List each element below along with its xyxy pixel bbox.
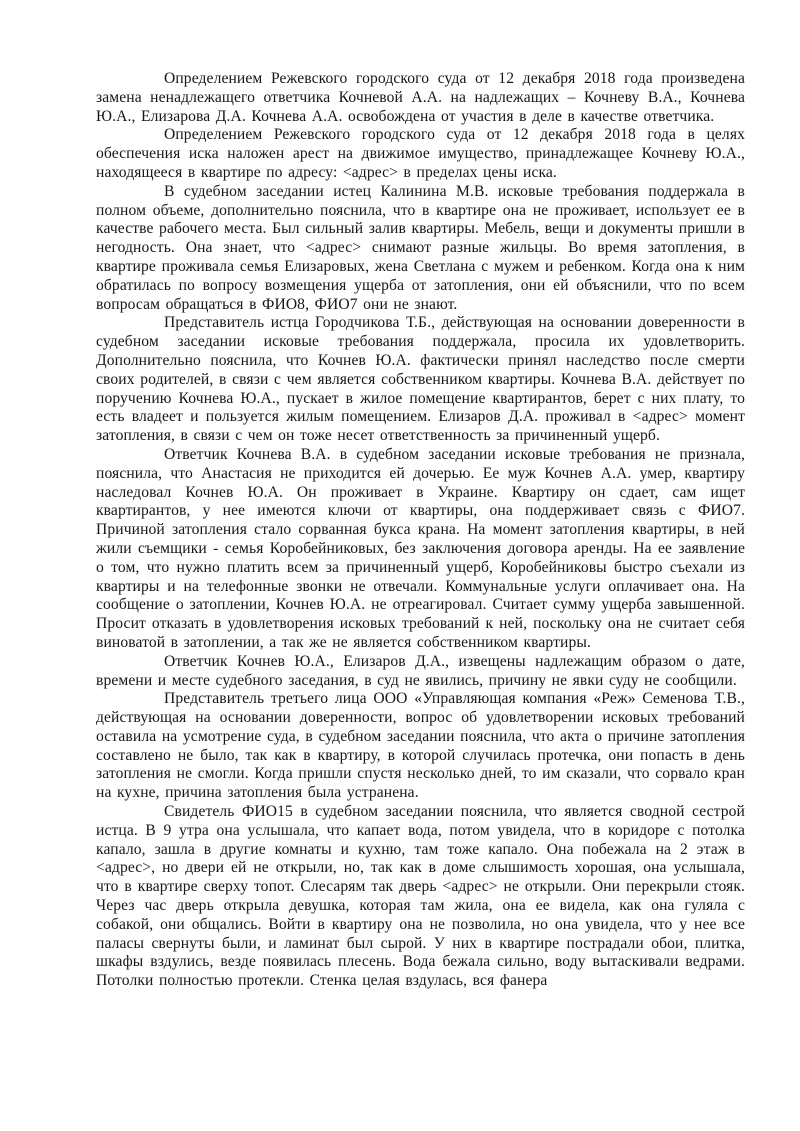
paragraph-absent-defendants: Ответчик Кочнев Ю.А., Елизаров Д.А., извещены надлежащим образом о дате, времени и месте судебного заседания, в суд не явились, причину не явки суду не сообщили. [96,652,745,689]
paragraph-plaintiff-representative-statement: Представитель истца Городчикова Т.Б., действующая на основании доверенности в судебном заседании исковые требования поддержала, просила их удовлетворить. Дополнительно пояснила, что Кочнев Ю.А. фактически принял наследство после смерти своих родителей, в связи с чем является собственником квартиры. Кочнева В.А. действует по поручению Кочнева Ю.А., пускает в жилое помещение квартирантов, берет с них плату, то есть владеет и пользуется жилым помещением. Елизаров Д.А. проживал в <адрес> момент затопления, в связи с чем он тоже несет ответственность за причиненный ущерб. [96,314,745,445]
paragraph-ruling-replacement-defendant: Определением Режевского городского суда от 12 декабря 2018 года произведена замена ненадлежащего ответчика Кочневой А.А. на надлежащих – Кочневу В.А., Кочнева Ю.А., Елизарова Д.А. Кочнева А.А. освобождена от участия в деле в качестве ответчика. [96,70,745,125]
paragraph-defendant-kochneva-statement: Ответчик Кочнева В.А. в судебном заседании исковые требования не признала, пояснила, что Анастасия не приходится ей дочерью. Ее муж Кочнев А.А. умер, квартиру наследовал Кочнев Ю.А. Он проживает в Украине. Квартиру он сдает, сам ищет квартирантов, у нее имеются ключи от квартиры, она поддерживает связь с ФИО7. Причиной затопления стало сорванная букса крана. На момент затопления квартиры, в ней жили съемщики - семья Коробейниковых, без заключения договора аренды. На ее заявление о том, что нужно платить всем за причиненный ущерб, Коробейниковы быстро съехали из квартиры и на телефонные звонки не отвечали. Коммунальные услуги оплачивает она. На сообщение о затоплении, Кочнев Ю.А. не отреагировал. Считает сумму ущерба завышенной. Просит отказать в удовлетворения исковых требований к ней, поскольку она не считает себя виноватой в затоплении, а так же не является собственником квартиры. [96,445,745,651]
paragraph-plaintiff-statement: В судебном заседании истец Калинина М.В. исковые требования поддержала в полном объеме, дополнительно пояснила, что в квартире она не проживает, использует ее в качестве рабочего места. Был сильный залив квартиры. Мебель, вещи и документы пришли в негодность. Она знает, что <адрес> снимают разные жильцы. Во время затопления, в квартире проживала семья Елизаровых, жена Светлана с мужем и ребенком. Когда она к ним обратилась по вопросу возмещения ущерба от затопления, они ей объяснили, что по всем вопросам обращаться в ФИО8, ФИО7 они не знают. [96,182,745,313]
paragraph-ruling-property-arrest: Определением Режевского городского суда от 12 декабря 2018 года в целях обеспечения иска наложен арест на движимое имущество, принадлежащее Кочневу Ю.А., находящееся в квартире по адресу: <адрес> в пределах цены иска. [96,126,745,181]
paragraph-witness-statement: Свидетель ФИО15 в судебном заседании пояснила, что является сводной сестрой истца. В 9 утра она услышала, что капает вода, потом увидела, что в коридоре с потолка капало, зашла в другие комнаты и кухню, там тоже капало. Она побежала на 2 этаж в <адрес>, но двери ей не открыли, но, так как в доме слышимость хорошая, она услышала, что в квартире сверху топот. Слесарям так дверь <адрес> не открыли. Они перекрыли стояк. Через час дверь открыла девушка, которая там жила, она ее видела, как она гуляла с собакой, они общались. Войти в квартиру она не позволила, но она увидела, что у нее все паласы свернуты были, и ламинат был сырой. У них в квартире пострадали обои, плитка, шкафы вздулись, везде появилась плесень. Вода бежала сильно, воду вытаскивали ведрами. Потолки полностью протекли. Стенка целая вздулась, вся фанера [96,803,745,990]
paragraph-third-party-representative-statement: Представитель третьего лица ООО «Управляющая компания «Реж» Семенова Т.В., действующая на основании доверенности, вопрос об удовлетворении исковых требований оставила на усмотрение суда, в судебном заседании пояснила, что акта о причине затопления составлено не было, так как в квартиру, в которой случилась протечка, они попасть в день затопления не смогли. Когда пришли спустя несколько дней, то им сказали, что сорвало кран на кухне, причина затопления была устранена. [96,690,745,802]
